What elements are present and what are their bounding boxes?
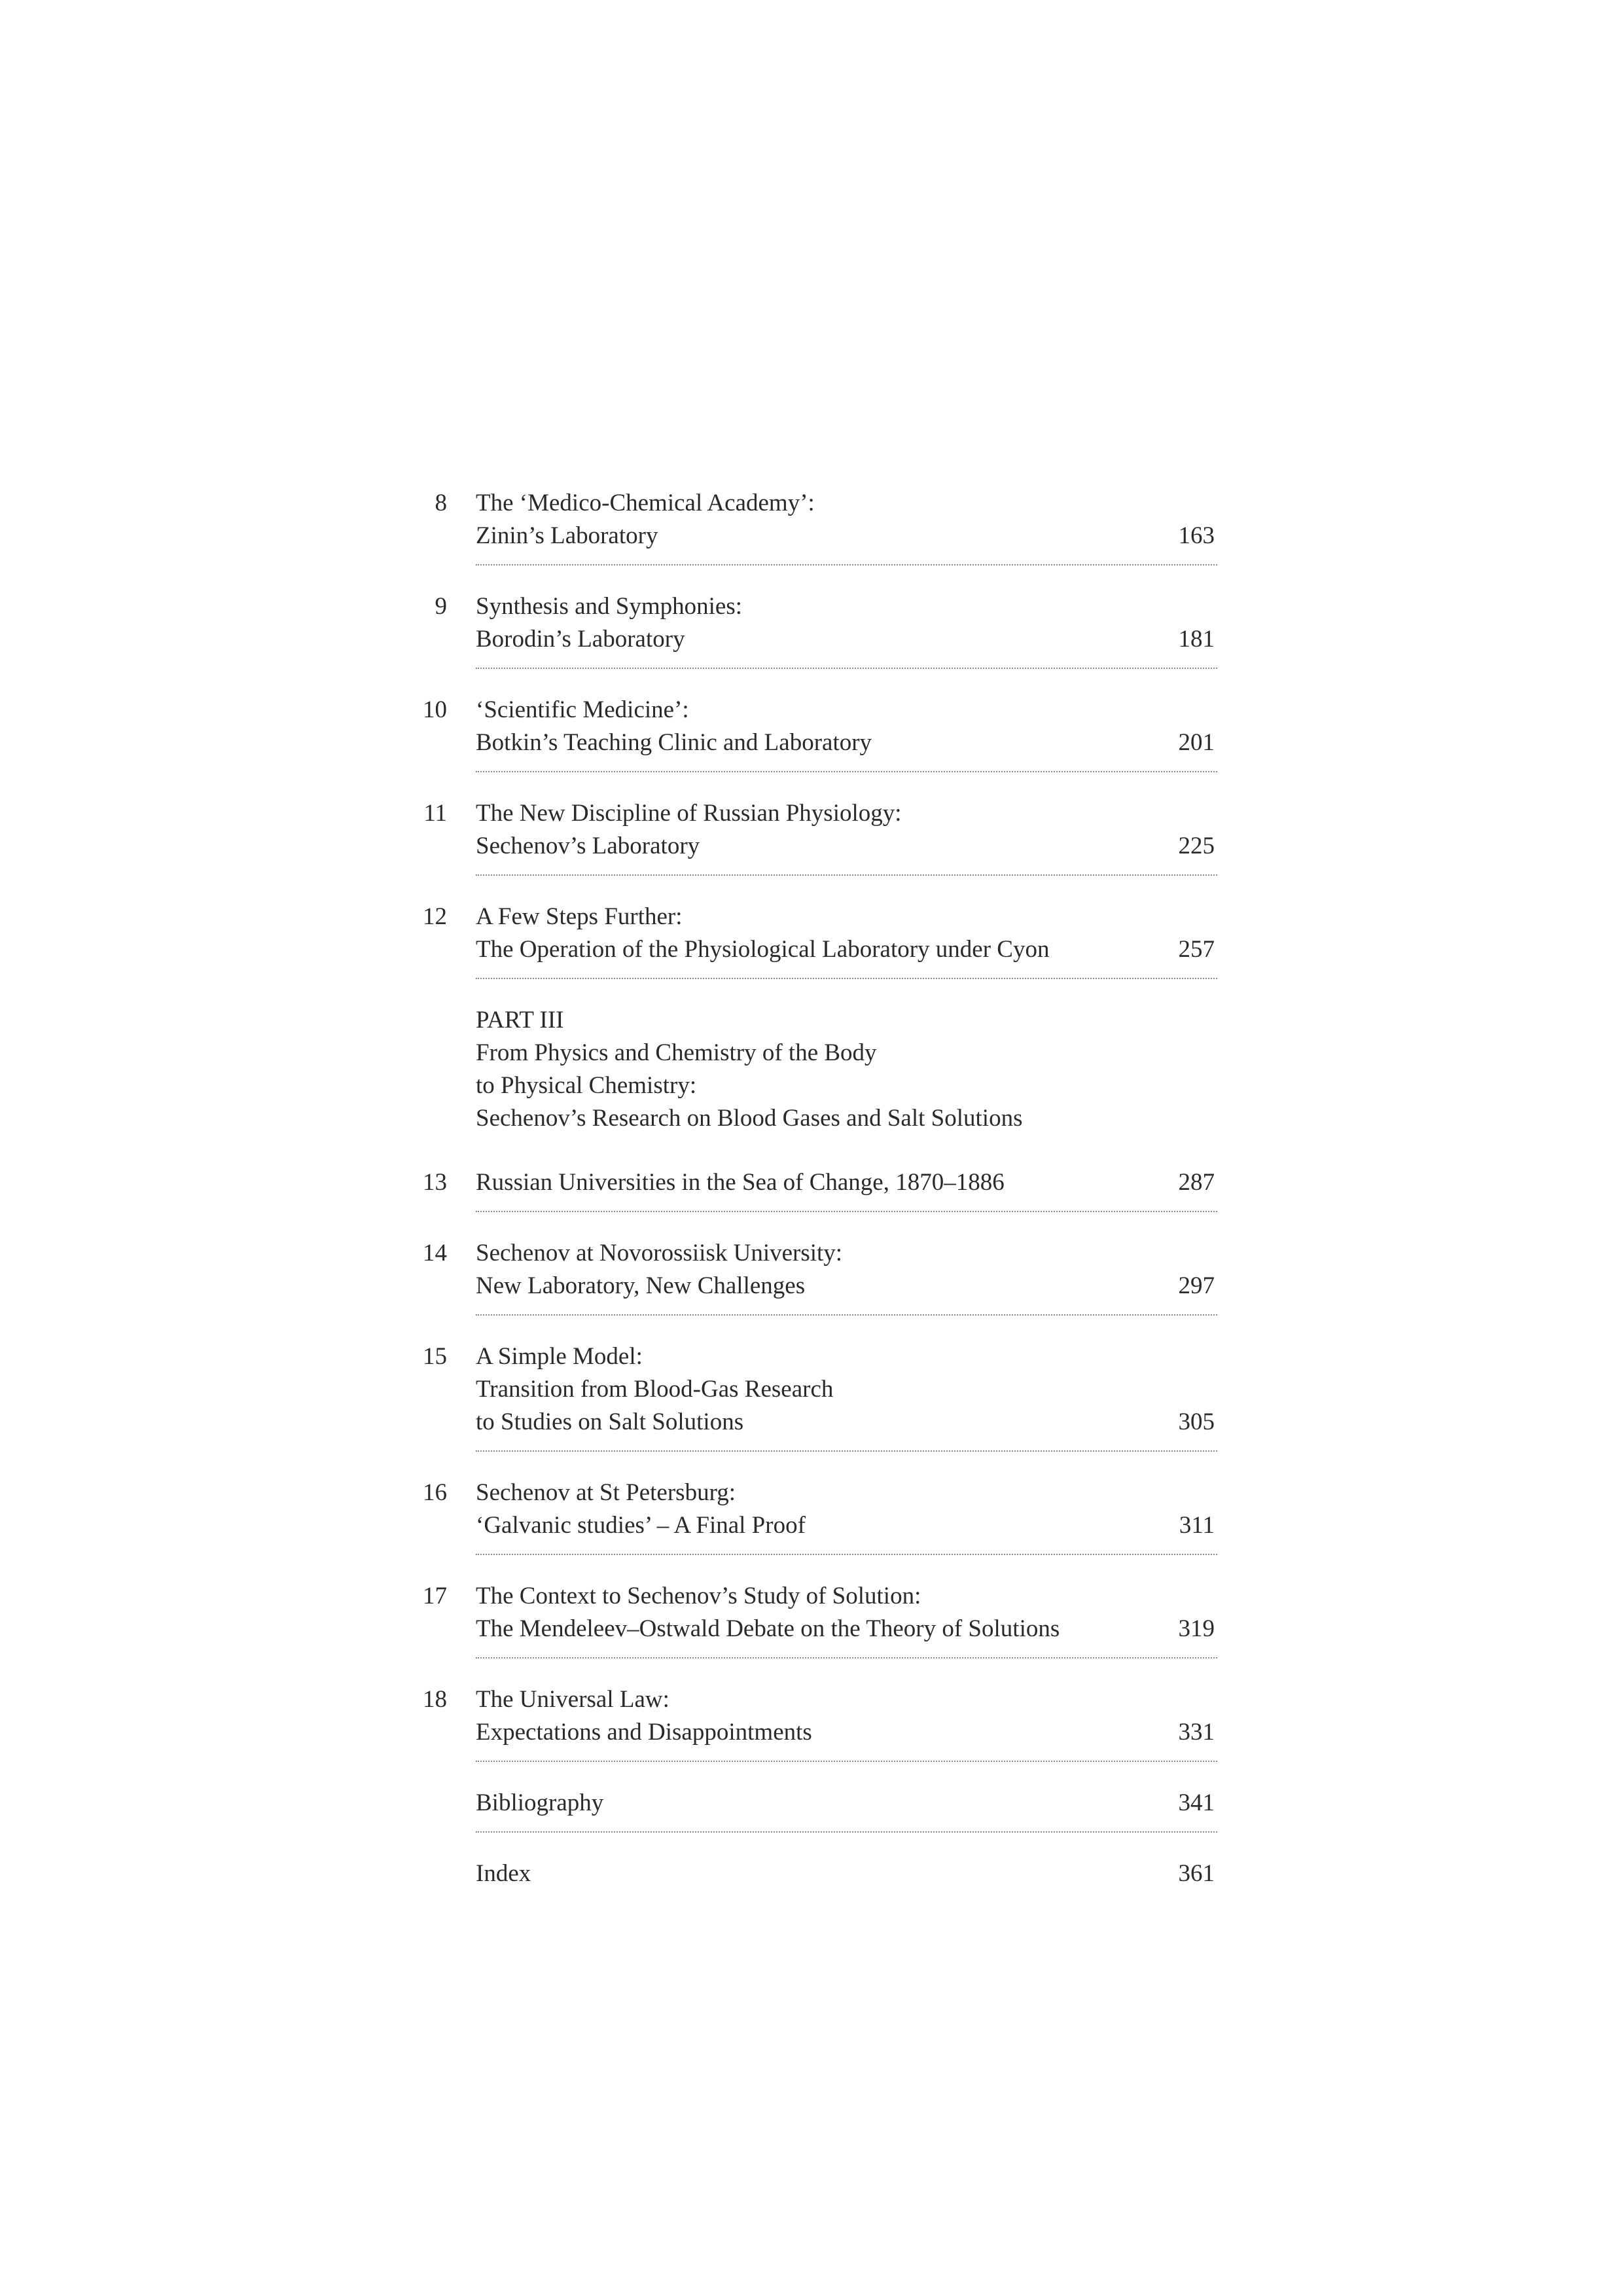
chapter-title-line: A Simple Model: bbox=[476, 1343, 643, 1370]
chapter-title-line: Zinin’s Laboratory bbox=[476, 522, 658, 549]
toc-entry bbox=[406, 487, 1217, 565]
table-of-contents bbox=[406, 487, 1217, 1927]
chapter-title-line: The ‘Medico-Chemical Academy’: bbox=[476, 490, 815, 516]
page-number: 287 bbox=[1178, 1169, 1215, 1196]
entry-body bbox=[476, 1857, 1217, 1902]
chapter-number: 18 bbox=[423, 1686, 447, 1713]
toc-part-iii-entries bbox=[406, 1166, 1217, 1902]
page-number: 181 bbox=[1178, 626, 1215, 653]
chapter-number: 11 bbox=[423, 800, 447, 827]
chapter-title-line: New Laboratory, New Challenges bbox=[476, 1272, 806, 1299]
part-heading-line: PART III bbox=[476, 1007, 564, 1033]
chapter-title-line: The Context to Sechenov’s Study of Solution: bbox=[476, 1583, 921, 1609]
chapter-title-line: The Universal Law: bbox=[476, 1686, 669, 1713]
page-number: 163 bbox=[1178, 522, 1215, 549]
chapter-number: 15 bbox=[423, 1343, 447, 1370]
chapter-number: 14 bbox=[423, 1240, 447, 1266]
toc-entry bbox=[406, 1477, 1217, 1555]
toc-entry bbox=[406, 590, 1217, 669]
chapter-title-line: ‘Galvanic studies’ – A Final Proof bbox=[476, 1512, 806, 1539]
page-number: 297 bbox=[1178, 1272, 1215, 1299]
chapter-title-line: Sechenov at Novorossiisk University: bbox=[476, 1240, 843, 1266]
chapter-title-line: to Studies on Salt Solutions bbox=[476, 1408, 744, 1435]
entry-body bbox=[476, 694, 1217, 772]
toc-entry bbox=[406, 1237, 1217, 1316]
entry-body bbox=[476, 1787, 1217, 1833]
part-heading-line: Sechenov’s Research on Blood Gases and Salt Solutions bbox=[476, 1105, 1023, 1132]
page-number: 225 bbox=[1178, 833, 1215, 859]
chapter-number: 9 bbox=[435, 593, 447, 620]
chapter-title-line: Bibliography bbox=[476, 1789, 604, 1816]
page-number: 201 bbox=[1178, 729, 1215, 756]
chapter-title-line: Botkin’s Teaching Clinic and Laboratory bbox=[476, 729, 872, 756]
entry-body bbox=[476, 1340, 1217, 1452]
chapter-title-line: Sechenov at St Petersburg: bbox=[476, 1479, 736, 1506]
toc-entry bbox=[406, 1340, 1217, 1452]
page-number: 257 bbox=[1178, 936, 1215, 963]
chapter-title-line: Sechenov’s Laboratory bbox=[476, 833, 700, 859]
page-number: 311 bbox=[1179, 1512, 1215, 1539]
entry-body bbox=[476, 487, 1217, 565]
page-number: 361 bbox=[1178, 1860, 1215, 1887]
entry-body bbox=[476, 797, 1217, 876]
toc-entry bbox=[406, 901, 1217, 979]
toc-entry bbox=[406, 1683, 1217, 1762]
toc-entry bbox=[406, 1580, 1217, 1659]
toc-part-ii-entries bbox=[406, 487, 1217, 979]
chapter-number: 12 bbox=[423, 903, 447, 930]
part-heading-line: From Physics and Chemistry of the Body bbox=[476, 1039, 877, 1066]
chapter-number: 8 bbox=[435, 490, 447, 516]
chapter-number: 16 bbox=[423, 1479, 447, 1506]
toc-entry bbox=[406, 694, 1217, 772]
entry-body bbox=[476, 1477, 1217, 1555]
entry-body bbox=[476, 1580, 1217, 1659]
page-number: 341 bbox=[1178, 1789, 1215, 1816]
entry-body bbox=[476, 901, 1217, 979]
part-heading-line: to Physical Chemistry: bbox=[476, 1072, 697, 1099]
chapter-title-line: Index bbox=[476, 1860, 531, 1887]
part-heading bbox=[476, 1004, 1217, 1135]
chapter-title-line: Synthesis and Symphonies: bbox=[476, 593, 743, 620]
chapter-number: 10 bbox=[423, 696, 447, 723]
chapter-title-line: Expectations and Disappointments bbox=[476, 1719, 812, 1746]
page-number: 305 bbox=[1178, 1408, 1215, 1435]
chapter-title-line: Borodin’s Laboratory bbox=[476, 626, 685, 653]
page-number: 331 bbox=[1178, 1719, 1215, 1746]
page-number: 319 bbox=[1178, 1615, 1215, 1642]
entry-body bbox=[476, 1166, 1217, 1212]
chapter-title-line: Transition from Blood-Gas Research bbox=[476, 1376, 834, 1403]
chapter-title-line: ‘Scientific Medicine’: bbox=[476, 696, 689, 723]
chapter-number: 17 bbox=[423, 1583, 447, 1609]
chapter-title-line: The New Discipline of Russian Physiology: bbox=[476, 800, 902, 827]
entry-body bbox=[476, 590, 1217, 669]
chapter-number: 13 bbox=[423, 1169, 447, 1196]
chapter-title-line: Russian Universities in the Sea of Change, 1870–1886 bbox=[476, 1169, 1005, 1196]
toc-entry bbox=[406, 1166, 1217, 1212]
chapter-title-line: The Operation of the Physiological Laboratory under Cyon bbox=[476, 936, 1050, 963]
entry-body bbox=[476, 1237, 1217, 1316]
toc-entry bbox=[406, 797, 1217, 876]
entry-body bbox=[476, 1683, 1217, 1762]
toc-entry bbox=[406, 1857, 1217, 1902]
toc-entry bbox=[406, 1787, 1217, 1833]
chapter-title-line: A Few Steps Further: bbox=[476, 903, 683, 930]
chapter-title-line: The Mendeleev–Ostwald Debate on the Theory of Solutions bbox=[476, 1615, 1060, 1642]
